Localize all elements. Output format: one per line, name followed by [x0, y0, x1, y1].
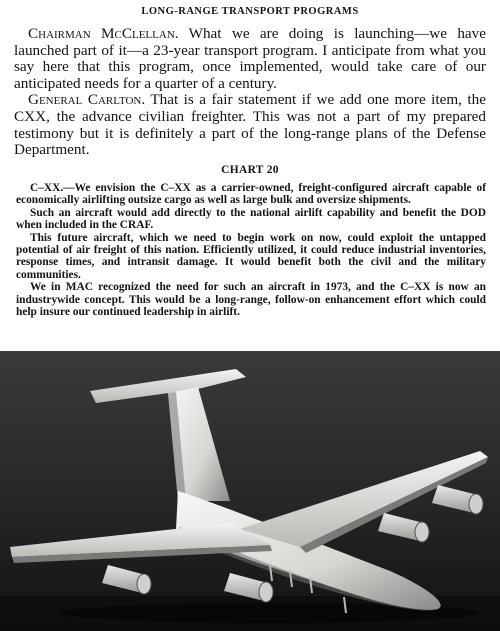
- paragraph-chairman: [14, 26, 486, 92]
- chart-paragraph: This future aircraft, which we need to begin work on now, could exploit the untapped potential of air freight of this nation. Efficiently utilized, it could reduce industrial inventories, response times, and intransit damage. It would benefit both the civil and the military communities.: [16, 231, 486, 281]
- statement-general: That is a fair statement if we add one more item, the CXX, the advance civilian freighter. This was not a part of my prepared testimony but it is definitely a part of the long-range plans of the Defense Department.: [14, 91, 486, 159]
- speaker-chairman: Chairman McClellan.: [28, 25, 179, 42]
- chart-paragraph: C–XX.—We envision the C–XX as a carrier-owned, freight-configured aircraft capable of economically airlifting outsize cargo as well as large bulk and oversize shipments.: [16, 182, 486, 207]
- statement-chairman: What we are doing is launching—we have launched part of it—a 23-year transport program. I anticipate from what you say here that this program, once implemented, would take care of our anticipated needs for a quarter of a century.: [14, 25, 486, 92]
- chart-text: [16, 182, 486, 318]
- running-head: LONG-RANGE TRANSPORT PROGRAMS: [141, 6, 359, 17]
- testimony-dialog: [14, 26, 486, 159]
- chart-title: CHART 20: [221, 164, 279, 176]
- speaker-general: General Carlton.: [28, 91, 146, 109]
- aircraft-model-photo: [0, 351, 500, 631]
- paragraph-general: [14, 92, 486, 158]
- chart-paragraph: Such an aircraft would add directly to the national airlift capability and benefit the DOD when included in the CRAF.: [16, 206, 486, 232]
- chart-paragraph: We in MAC recognized the need for such an aircraft in 1973, and the C–XX is now an industrywide concept. This would be a long-range, follow-on enhancement effort which could help insure our continued leadership in airlift.: [16, 281, 486, 319]
